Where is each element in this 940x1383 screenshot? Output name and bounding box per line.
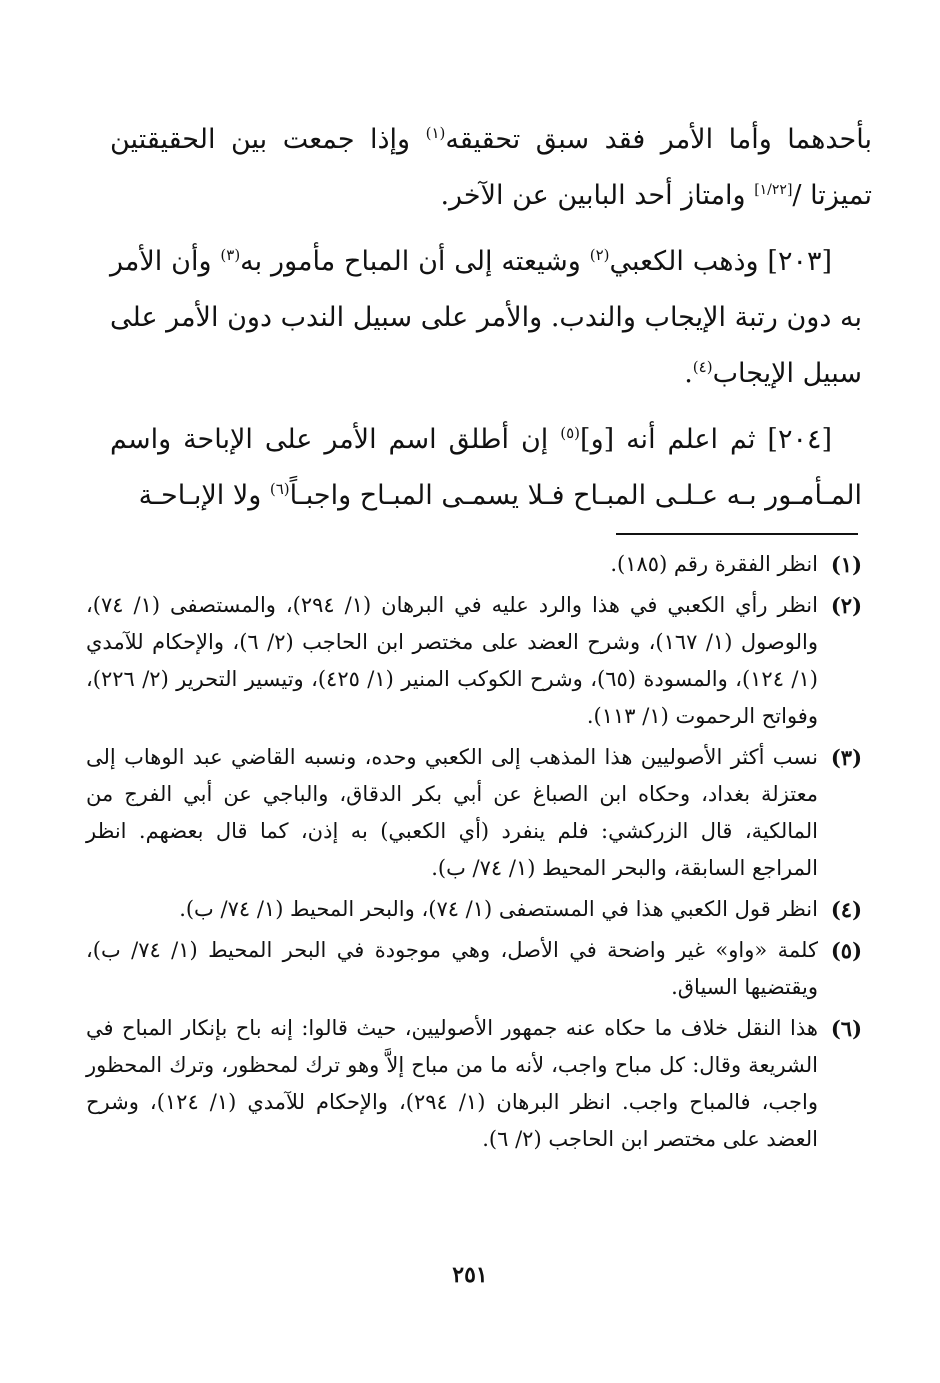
footnote-text: انظر قول الكعبي هذا في المستصفى (١/ ٧٤)، والبحر المحيط (١/ ٧٤/ ب). bbox=[179, 897, 818, 921]
footnote-ref-5[interactable]: (٥) bbox=[560, 424, 581, 442]
footnote-number: (٢) bbox=[830, 593, 862, 618]
page-number: ٢٥١ bbox=[452, 1262, 488, 1288]
footnote-ref-4[interactable]: (٤) bbox=[692, 358, 713, 376]
footnote-3 bbox=[86, 739, 862, 887]
text-run: وإذا جمعت بين الحقيقتين تميزتا / bbox=[110, 124, 872, 211]
footnote-ref-2[interactable]: (٢) bbox=[589, 246, 610, 264]
main-text bbox=[110, 112, 872, 524]
text-run: [٢٠٤] ثم اعلم أنه [و] bbox=[580, 424, 833, 455]
footnote-number: (١) bbox=[830, 552, 862, 577]
footnotes bbox=[86, 546, 862, 1162]
footnote-ref-1[interactable]: (١) bbox=[425, 124, 446, 142]
text-run: [٢٠٣] وذهب الكعبي bbox=[609, 246, 832, 277]
footnote-number: (٦) bbox=[830, 1016, 862, 1041]
manuscript-page-ref: [١/٢٢] bbox=[754, 182, 793, 198]
footnote-2 bbox=[86, 587, 862, 735]
text-run: ولا الإبـاحـة bbox=[138, 480, 270, 511]
footnote-6 bbox=[86, 1010, 862, 1158]
text-run: بأحدهما وأما الأمر فقد سبق تحقيقه bbox=[445, 124, 872, 155]
text-run: وأن الأمر به دون رتبة الإيجاب والندب. والأمر على سبيل الندب دون الأمر على سبيل الإيجاب bbox=[110, 246, 862, 389]
footnote-text: هذا النقل خلاف ما حكاه عنه جمهور الأصوليين، حيث قالوا: إنه باح بإنكار المباح في الشريعة وقال: كل مباح واجب، لأنه ما من مباح إلاَّ وهو ترك لمحظور، وترك المحظور واجب، فالمباح واجب. انظر البرهان (١/ ٢٩٤)، والإحكام للآمدي (١/ ١٢٤)، وشرح العضد على مختصر ابن الحاجب (٢/ ٦). bbox=[86, 1016, 818, 1151]
paragraph-204 bbox=[110, 412, 862, 524]
footnote-separator bbox=[616, 533, 858, 535]
text-run: وامتاز أحد البابين عن الآخر. bbox=[440, 180, 755, 211]
footnote-text: انظر رأي الكعبي في هذا والرد عليه في البرهان (١/ ٢٩٤)، والمستصفى (١/ ٧٤)، والوصول (١/ ١٦٧)، وشرح العضد على مختصر ابن الحاجب (٢/ ٦)، والإحكام للآمدي (١/ ١٢٤)، والمسودة (٦٥)، وشرح الكوكب المنير (١/ ٤٢٥)، وتيسير التحرير (٢/ ٢٢٦)، وفواتح الرحموت (١/ ١١٣). bbox=[86, 593, 818, 728]
footnote-ref-6[interactable]: (٦) bbox=[269, 480, 290, 498]
footnote-text: كلمة «واو» غير واضحة في الأصل، وهي موجودة في البحر المحيط (١/ ٧٤/ ب)، ويقتضيها السياق. bbox=[86, 938, 818, 999]
text-run: إن أطلق اسم الأمر على الإباحة واسم المـأمـور بـه عـلـى المبـاح فـلا يسمـى المبـاح واجبـاً bbox=[110, 424, 862, 511]
footnote-text: انظر الفقرة رقم (١٨٥). bbox=[610, 552, 818, 576]
footnote-number: (٤) bbox=[830, 897, 862, 922]
footnote-ref-3[interactable]: (٣) bbox=[220, 246, 241, 264]
paragraph-203 bbox=[110, 234, 862, 402]
footnote-1 bbox=[86, 546, 862, 583]
footnote-number: (٥) bbox=[830, 938, 862, 963]
footnote-number: (٣) bbox=[830, 745, 862, 770]
footnote-text: نسب أكثر الأصوليين هذا المذهب إلى الكعبي وحده، ونسبه القاضي عبد الوهاب إلى معتزلة بغداد، وحكاه ابن الصباغ عن أبي بكر الدقاق، والباجي عن أبي الفرج من المالكية، قال الزركشي: فلم ينفرد (أي الكعبي) به إذن، كما قال بعضهم. انظر المراجع السابقة، والبحر المحيط (١/ ٧٤/ ب). bbox=[86, 745, 818, 880]
text-run: . bbox=[684, 358, 693, 389]
footnote-5 bbox=[86, 932, 862, 1006]
text-run: وشيعته إلى أن المباح مأمور به bbox=[240, 246, 590, 277]
footnote-4 bbox=[86, 891, 862, 928]
paragraph-continuation bbox=[110, 112, 872, 224]
